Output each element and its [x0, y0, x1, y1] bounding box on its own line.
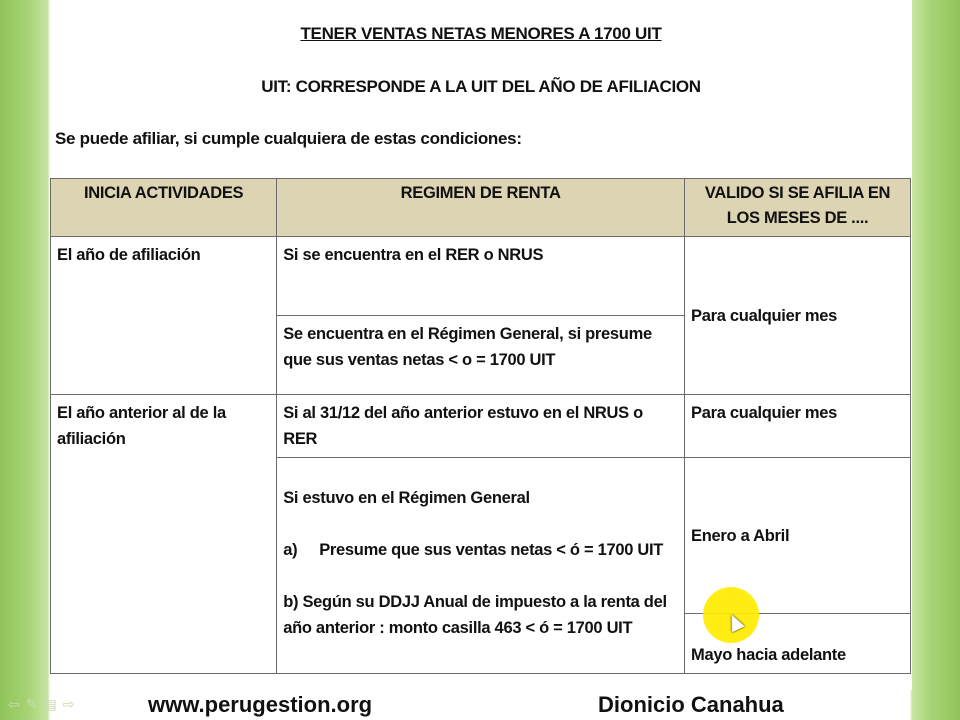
row2-valido-a: Para cualquier mes [685, 395, 911, 458]
slide-nav-controls[interactable] [8, 696, 74, 713]
row2-valido-b: Enero a Abril [685, 458, 911, 614]
website-link[interactable]: www.perugestion.org [148, 692, 373, 717]
pen-icon[interactable]: ✎ [25, 696, 38, 712]
footer [0, 690, 960, 720]
forward-arrow-icon[interactable]: ⇨ [62, 696, 75, 712]
table-header-row [51, 179, 911, 237]
row1-inicia: El año de afiliación [51, 237, 277, 395]
item-a-text: Presume que sus ventas netas < ó = 1700 UIT [319, 541, 664, 559]
author-name: Dionicio Canahua [598, 692, 784, 717]
list-item [283, 537, 678, 563]
header-valido: VALIDO SI SE AFILIA EN LOS MESES DE .... [685, 179, 911, 237]
row1-valido: Para cualquier mes [685, 237, 911, 395]
table-row [51, 395, 911, 458]
row1-regimen-b: Se encuentra en el Régimen General, si presume que sus ventas netas < o = 1700 UIT [277, 316, 685, 395]
row2-regimen-a: Si al 31/12 del año anterior estuvo en el NRUS o RER [277, 395, 685, 458]
document-page [50, 0, 912, 690]
document-subtitle: UIT: CORRESPONDE A LA UIT DEL AÑO DE AFILIACION [261, 77, 701, 96]
item-a-label: a) [283, 541, 298, 559]
row2-inicia: El año anterior al de la afiliación [51, 395, 277, 674]
document-title: TENER VENTAS NETAS MENORES A 1700 UIT [300, 24, 662, 43]
item-b-text: b) Según su DDJJ Anual de impuesto a la renta del año anterior : monto casilla 463 < ó = 1700 UIT [283, 593, 667, 637]
conditions-table [50, 178, 911, 674]
header-regimen: REGIMEN DE RENTA [277, 179, 685, 237]
menu-icon[interactable]: ▤ [43, 696, 57, 712]
row1-regimen-a: Si se encuentra en el RER o NRUS [277, 237, 685, 316]
row2-regimen-b [277, 458, 685, 674]
back-arrow-icon[interactable]: ⇦ [8, 696, 20, 712]
regimen-general-intro: Si estuvo en el Régimen General [283, 489, 530, 507]
intro-text: Se puede afiliar, si cumple cualquiera de estas condiciones: [55, 129, 522, 148]
header-inicia: INICIA ACTIVIDADES [51, 179, 277, 237]
row2-valido-c: Mayo hacia adelante [685, 614, 911, 674]
table-row [51, 237, 911, 316]
